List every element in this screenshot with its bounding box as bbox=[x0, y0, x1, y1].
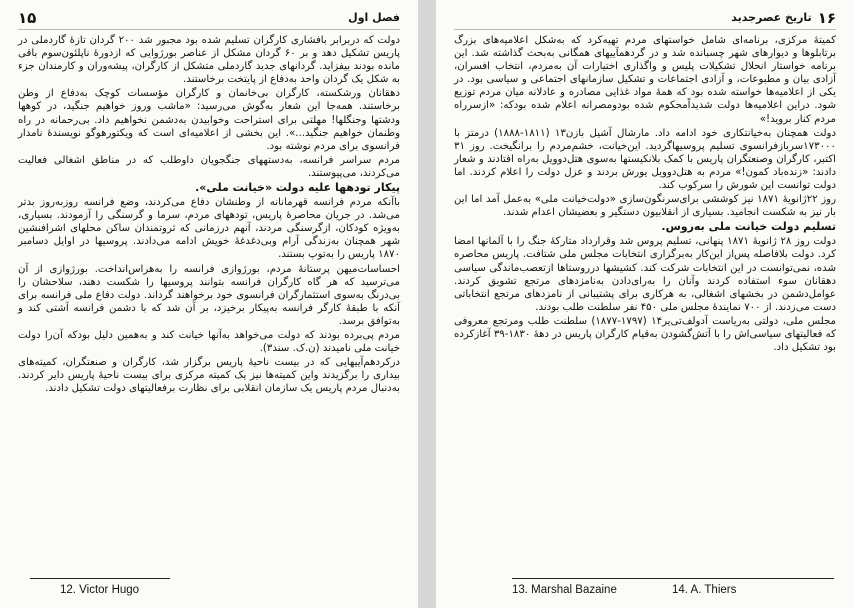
left-page bbox=[0, 0, 418, 608]
running-head bbox=[731, 9, 836, 27]
page-number: ۱۶ bbox=[817, 8, 836, 27]
paragraph: مجلس ملی، دولتی به‌ریاست آدولف‌تی‌یر۱۴ (۱۷۹۷-۱۸۷۷) سلطنت طلب ومرتجع معروفی که فعالیتهای سیاسی‌اش را با آتش‌گشودن به‌قیام کارگران پاریس در دههٔ ۱۸۳۰-۳۹ آغازکرده بود تشکیل داد. bbox=[454, 315, 836, 354]
book-gutter bbox=[418, 0, 436, 608]
paragraph: مردم سراسر فرانسه، به‌دستههای جنگجویان داوطلب که در مناطق اشغالی فعالیت می‌کردند، می‌پیوستند. bbox=[18, 154, 400, 179]
right-page-header bbox=[454, 8, 836, 30]
page-number: ۱۵ bbox=[18, 8, 37, 27]
footnote: 13. Marshal Bazaine bbox=[512, 584, 617, 596]
book-title: تاریخ عصرجدید bbox=[731, 11, 812, 24]
right-page-body bbox=[454, 34, 836, 355]
footnote-rule bbox=[30, 578, 170, 579]
footnote-rule bbox=[512, 578, 834, 579]
left-page-body bbox=[18, 34, 400, 396]
section-heading: تسلیم دولت خیانت ملی به‌روس. bbox=[661, 220, 836, 234]
paragraph: دولت که دربرابر بافشاری کارگران تسلیم شده بود مجبور شد ۲۰۰ گردان تازهٔ گاردملی در پاریس تشکیل دهد و بر ۶۰ گردان مشکل از عناصر بورژوایی که ازدورهٔ ناپلئون‌سوم باقی مانده بودند بیفزاید. گردانهای جدید گاردملی متشکل از کارگران، پیشه‌وران و کارمندان جزء به شکل یک گردان واحد به‌دفاع از پایتخت برخاستند. bbox=[18, 35, 400, 86]
paragraph: درکردهم‌آییهایی که در بیست ناحیهٔ پاریس برگزار شد، کارگران و صنعتگران، کمیته‌های بیداری را برگزیدند واین کمیته‌ها نیز یک کمیته مرکزی برای بیست ناحیهٔ پاریس دایر کردند. به‌دنبال مردم پاریس یک سازمان انقلابی برای نظارت برفعالیتهای دولت تشکیل دادند. bbox=[18, 357, 400, 395]
paragraph: احساسات‌میهن پرستانهٔ مردم، بورژوازی فرانسه را به‌هراس‌انداخت. بورژوازی از آن می‌ترسید که هر گاه کارگران فرانسه بتوانند پروسیها را شکست دهند، سلاحشان را بی‌درنگ به‌سوی استثمارگران فرانسوی خود برخواهند گرداند. دولت دفاع ملی فرانسه برای آنکه با طبقهٔ کارگر فرانسه به‌پیکار برخیزد، بر آن شد که با دشمن فرانسه آشتی کند و به‌توافق برسد. bbox=[18, 263, 400, 327]
paragraph: مردم پی‌برده بودند که دولت می‌خواهد به‌آنها خیانت کند و به‌همین دلیل بودکه آن‌را دولت خیانت ملی نامیدند (ن.ک. سند۳). bbox=[18, 329, 400, 355]
chapter-label: فصل اول bbox=[348, 11, 400, 24]
left-page-header bbox=[18, 8, 400, 30]
paragraph: روز ۲۲ژانویهٔ ۱۸۷۱ نیز کوششی برای‌سرنگون‌سازی «دولت‌خیانت ملی» به‌عمل آمد اما این بار نیز به شکست انجامید. بسیاری از انقلابیون دستگیر و بعضیشان اعدام شدند. bbox=[454, 194, 836, 219]
paragraph: کمیتهٔ مرکزی، برنامه‌ای شامل خواستهای مردم تهیه‌کرد که به‌شکل اعلامیه‌های بزرگ برتابلوها و دیوارهای شهر چسبانده شد و در گردهمآییهای همگانی به‌بحث گذاشته شد. این برنامه خواستار انحلال تشکیلات پلیس و واگذاری اختیارات آن به‌مردم، انتخاب افسران، آزادی بیان و مطبوعات، و آزادی اجتماعات و تشکیل سازمانهای اجتماعی و سیاسی بود. در یکی از اعلامیه‌ها خواسته شده بود که همهٔ مواد غذایی مصادره و عادلانه میان مردم توزیع شود. دراین اعلامیه‌ها دولت شدیداًمحکوم شده بودومصرانه اعلام شده بودکه: «ازسرراه مردم کنار بروید!» bbox=[454, 35, 836, 125]
right-page bbox=[436, 0, 854, 608]
paragraph: دهقانان ورشکسته، کارگران بی‌خانمان و کارگران مؤسسات کوچک به‌دفاع از وطن برخاستند. همه‌جا این شعار به‌گوش می‌رسید: «ماشب وروز خواهیم جنگید، در کوهها ودشتها وجنگلها! مهلتی برای استراحت وخوابیدن به‌دشمن نخواهیم داد. بی‌رحمانه در راه وطنمان خواهیم جنگید...». این بخشی از اعلامیه‌ای است که ویکتورهوگو نویسندهٔ نامدار فرانسوی برای مردم نوشته بود. bbox=[18, 88, 400, 152]
paragraph: باآنکه مردم فرانسه قهرمانانه از وطنشان دفاع می‌کردند، وضع فرانسه روزبه‌روز بدتر می‌شد. در جریان محاصرهٔ پاریس، تودههای مردم، سرما و گرسنگی را آزمودند. بسیاری، به‌ویژه کودکان، ازگرسنگی مردند، آنهم درزمانی که ثروتمندان ساکن محلهای اشرافنشین شهر همچنان به‌زندگی آرام وبی‌دغدغهٔ خویش ادامه می‌دادند. پروسیها در اوایل دسامبر ۱۸۷۰ پاریس را به‌توپ بستند. bbox=[18, 197, 400, 261]
footnote: 12. Victor Hugo bbox=[60, 584, 140, 596]
section-heading: پیکار تودهها علیه دولت «خیانت ملی». bbox=[195, 181, 400, 195]
paragraph: دولت همچنان به‌خیانتکاری خود ادامه داد. مارشال آشیل بازن۱۳ (۱۸۱۱-۱۸۸۸) درمتز با ۱۷۳۰۰۰سربازفرانسوی تسلیم پروسیهاگردید. این‌خیانت، خشم‌مردم را برانگیخت. روز ۳۱ اکتبر، کارگران وصنعتگران پاریس با کمک بلانکیستها به‌سوی هتل‌دوویل به‌راه افتادند و شعار دادند: «زنده‌باد کمون!» مردم به هتل‌دوویل یورش بردند و عزل دولت را اعلام کردند. اما دولت توانست این شورش را سرکوب کند. bbox=[454, 127, 837, 192]
footnote: 14. A. Thiers bbox=[672, 584, 737, 596]
paragraph: دولت روز ۲۸ ژانویهٔ ۱۸۷۱ پنهانی، تسلیم پروس شد وقرارداد متارکهٔ جنگ را با آلمانها امضا کرد. دولت بلافاصله پس‌از این‌کار به‌برگزاری انتخابات مجلس ملی شتافت. پاریس محاصره شده، نمی‌توانست در این انتخابات شرکت کند. کشیشها درروستاها ازتعصب‌ماندگی سیاسی دهقانان سوء استفاده کردند وآنان را به‌رای‌دادن به‌نامزدهای مرتجع تشویق کردند. عوامل‌دشمن در بخشهای اشغالی، به هرکاری برای پشتیبانی از نامزدهای مرتجع انتخاباتی دست می‌زدند. از ۷۰۰ نمایندهٔ مجلس ملی ۴۵۰ نفر سلطنت طلب بودند. bbox=[454, 236, 836, 313]
